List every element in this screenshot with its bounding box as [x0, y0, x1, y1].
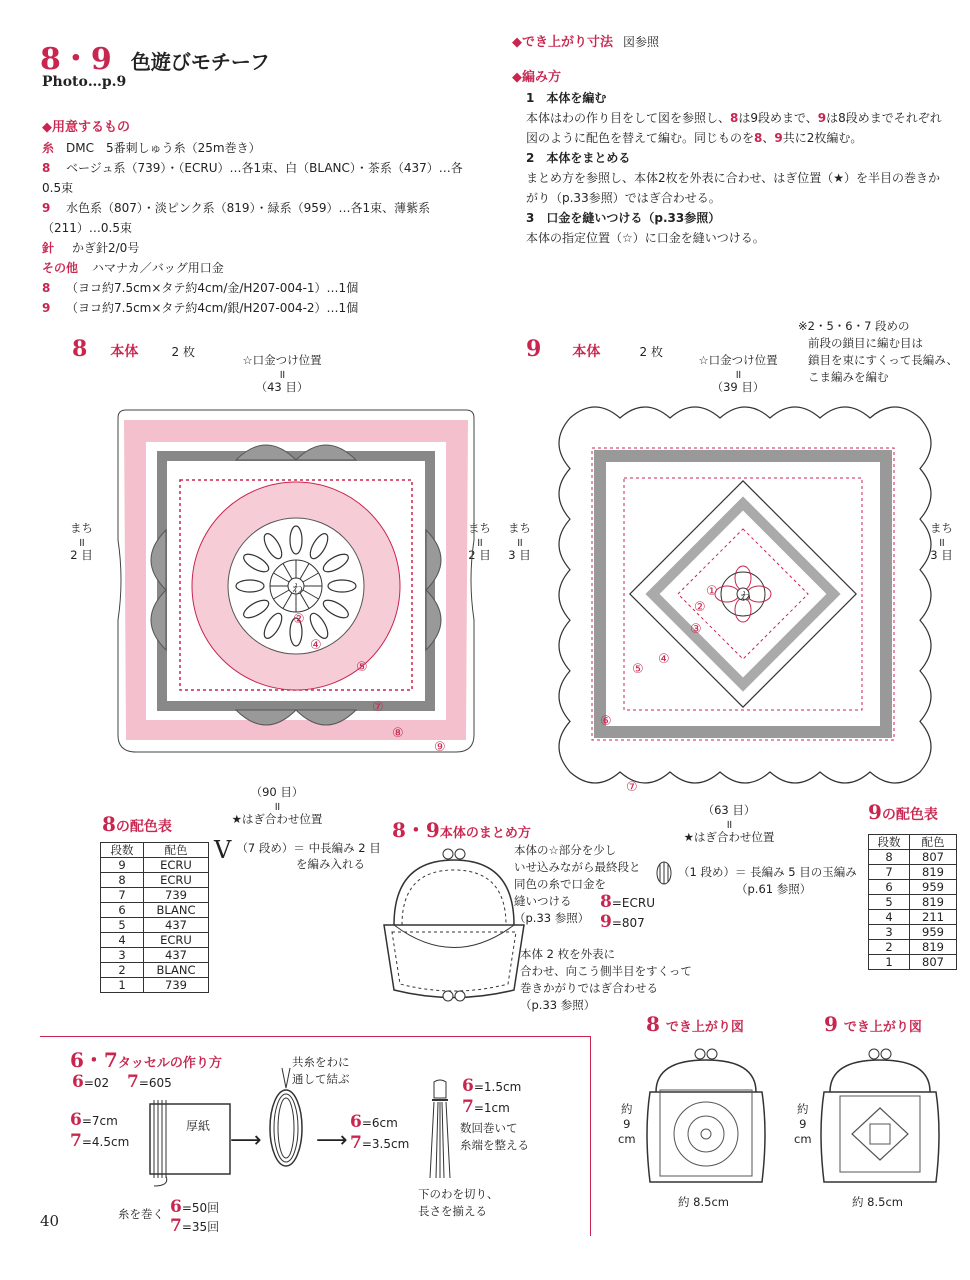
- table-row: 8 ECRU: [101, 873, 209, 888]
- round-label: ⑤: [632, 662, 644, 677]
- step2-title: 2 本体をまとめる: [526, 151, 631, 165]
- table-row: 1 739: [101, 978, 209, 993]
- assembly-title: 8・9本体のまとめ方: [392, 818, 531, 842]
- page-number: 40: [40, 1212, 60, 1230]
- assembly-note2: 本体 2 枚を外表に 合わせ、向こう側半目をすくって 巻きかがりではぎ合わせる （p.33 参照）: [520, 947, 692, 1012]
- board-label: 厚紙: [186, 1119, 211, 1133]
- diagram9-side-left: まち ॥ 3 目: [508, 521, 531, 562]
- size-heading: でき上がり寸法: [522, 35, 614, 50]
- table-row: 7 739: [101, 888, 209, 903]
- table-row: 1 807: [869, 955, 957, 970]
- center-ring-label: わ: [292, 582, 303, 595]
- diamond-icon: ◆: [512, 35, 522, 50]
- center-ring-label: わ: [740, 590, 751, 603]
- tassel-step2-drawing: [262, 1068, 312, 1178]
- wrap-count: 6=50回 7=35回: [170, 1197, 220, 1236]
- table-row: 9 ECRU: [101, 858, 209, 873]
- tie-note: 共糸をわに 通して結ぶ: [292, 1055, 350, 1086]
- diagram9-note: ※2・5・6・7 段めの 前段の鎖目に編む目は 鎖目を束にすくって長編み、 こま編みを編む: [798, 319, 958, 384]
- puff-stitch-icon: [654, 860, 674, 886]
- instructions-section: ◆でき上がり寸法 図参照 ◆編み方 1 本体を編む 本体はわの作り目をして図を参照し、8は9段めまで、9は8段めまでそれぞれ 図のように配色を替えて編む。同じものを8、9共に2枚編む。 2 本体をまとめる まとめ方を参照し、本体2枚を外表に合わせ、はぎ位置（★）を半目の巻きか がり（p.33参照）ではぎ合わせる。 3 口金を縫いつける（p.33参照） 本体の指定位置（☆）に口金を縫いつける。: [512, 32, 962, 248]
- wrap-note: 数回巻いて 糸端を整える: [460, 1121, 529, 1152]
- diamond-icon: ◆: [512, 70, 522, 85]
- method-heading: 編み方: [522, 70, 562, 85]
- table-row: 4 211: [869, 910, 957, 925]
- finished9-title: 9 でき上がり図: [824, 1012, 922, 1036]
- table-row: 5 819: [869, 895, 957, 910]
- tassel-colors: 6=02 7=605: [72, 1072, 172, 1092]
- tassel-board-width: 6=7cm 7=4.5cm: [70, 1110, 130, 1151]
- table-row: 5 437: [101, 918, 209, 933]
- diagram8-top-label: ☆口金つけ位置 ॥ （43 目）: [242, 353, 322, 394]
- finished9-drawing: [810, 1042, 950, 1192]
- colortable9: 段数 配色 8 807 7 819 6 959 5 819 4 211 3 959 2 819 1 807: [868, 834, 957, 970]
- arrow-icon: ⟶: [230, 1128, 262, 1153]
- assembly-drawing: [374, 840, 534, 1010]
- materials-section: ◆用意するもの 糸 DMC 5番刺しゅう糸（25m巻き） 8 ベージュ系（739）・（ECRU）…各1束、白（BLANC）・茶系（437）…各 0.5束 9 水色系（807）・淡ピンク系（819）・緑系（959）…各1束、薄紫系 （211）…0.5束 針 かぎ針2/0号 その他 ハマナカ／バッグ用口金 8 （ヨコ約7.5cm×タテ約4cm/金/H207-004-1）…1個 9 （ヨコ約7.5cm×タテ約4cm/銀/H207-004-2）…1個: [42, 118, 502, 318]
- round-label: ①: [706, 584, 718, 599]
- materials-heading: ◆用意するもの: [42, 120, 131, 135]
- tassel-step3-drawing: [420, 1078, 460, 1188]
- diagram8-side-right: まち ॥ 2 目: [468, 521, 491, 562]
- table-row: 4 ECRU: [101, 933, 209, 948]
- finished8-width: 約 8.5cm: [678, 1195, 729, 1209]
- tassel-length: 6=6cm 7=3.5cm: [350, 1112, 410, 1153]
- table-row: 7 819: [869, 865, 957, 880]
- diagram9-bottom-label: （63 目） ॥ ★はぎ合わせ位置: [683, 803, 775, 844]
- table-row: 8 807: [869, 850, 957, 865]
- round-label: ⑦: [372, 700, 384, 715]
- round-label: ⑤: [356, 660, 368, 675]
- round-label: ⑦: [626, 780, 638, 795]
- page-header: [40, 34, 270, 78]
- pattern-number: 8・9: [40, 42, 112, 77]
- diagram9-title: 9 本体 2 枚: [526, 336, 663, 362]
- round-label: ④: [658, 652, 670, 667]
- colortable9-title: 9の配色表: [868, 800, 938, 824]
- colortable8-title: 8の配色表: [102, 812, 172, 836]
- tassel-title: 6・7タッセルの作り方: [70, 1048, 222, 1072]
- diagram8-title: 8 本体 2 枚: [72, 336, 195, 362]
- tassel-box-side: [590, 1036, 591, 1236]
- legend-puff: （1 段め）＝ 長編み 5 目の玉編み （p.61 参照）: [678, 865, 857, 896]
- diagram8-bottom-label: （90 目） ॥ ★はぎ合わせ位置: [231, 785, 323, 826]
- table-row: 2 BLANC: [101, 963, 209, 978]
- table-row: 2 819: [869, 940, 957, 955]
- photo-reference: Photo…p.9: [42, 74, 127, 90]
- table-row: 3 959: [869, 925, 957, 940]
- assembly-note1: 本体の☆部分を少し いせ込みながら最終段と 同色の糸で口金を 縫いつける （p.33 参照）: [514, 843, 641, 925]
- step3-title: 3 口金を縫いつける（p.33参照）: [526, 211, 721, 225]
- v-stitch-icon: V: [214, 836, 232, 864]
- tassel-box-top: [40, 1036, 590, 1037]
- round-label: ⑥: [600, 714, 612, 729]
- table-row: 6 959: [869, 880, 957, 895]
- step1-title: 1 本体を編む: [526, 91, 607, 105]
- colortable8: 段数 配色 9 ECRU 8 ECRU 7 739 6 BLANC 5 437 4 ECRU 3 437 2 BLANC 1 739: [100, 842, 209, 993]
- round-label: ②: [694, 600, 706, 615]
- finished9-width: 約 8.5cm: [852, 1195, 903, 1209]
- pattern-title: 色遊びモチーフ: [130, 50, 270, 74]
- diagram9-side-right: まち ॥ 3 目: [930, 521, 953, 562]
- finished8-height: 約 9 cm: [618, 1102, 636, 1146]
- round-label: ②: [293, 612, 305, 627]
- assembly-color8: 8=ECRU: [600, 892, 655, 912]
- round-label: ③: [690, 622, 702, 637]
- assembly-color9: 9=807: [600, 912, 645, 932]
- finished8-title: 8 でき上がり図: [646, 1012, 744, 1036]
- diagram8-side-left: まち ॥ 2 目: [70, 521, 93, 562]
- finished8-drawing: [636, 1042, 776, 1192]
- arrow-icon: ⟶: [316, 1128, 348, 1153]
- cut-note: 下のわを切り、 長さを揃える: [418, 1187, 499, 1218]
- table-row: 3 437: [101, 948, 209, 963]
- wrap-label: 糸を巻く: [118, 1207, 164, 1221]
- diamond-icon: ◆: [42, 120, 52, 135]
- round-label: ⑨: [434, 740, 446, 755]
- finished9-height: 約 9 cm: [794, 1102, 812, 1146]
- legend-v: V $^{(7 段め)= 中長編み 2 目}$: [214, 836, 381, 864]
- tassel-head: 6=1.5cm 7=1cm: [462, 1076, 522, 1117]
- table-row: 6 BLANC: [101, 903, 209, 918]
- round-label: ⑧: [392, 726, 404, 741]
- legend-v-line2: を編み入れる: [296, 857, 365, 871]
- round-label: ④: [310, 638, 322, 653]
- diagram9-top-label: ☆口金つけ位置 ॥ （39 目）: [698, 353, 778, 394]
